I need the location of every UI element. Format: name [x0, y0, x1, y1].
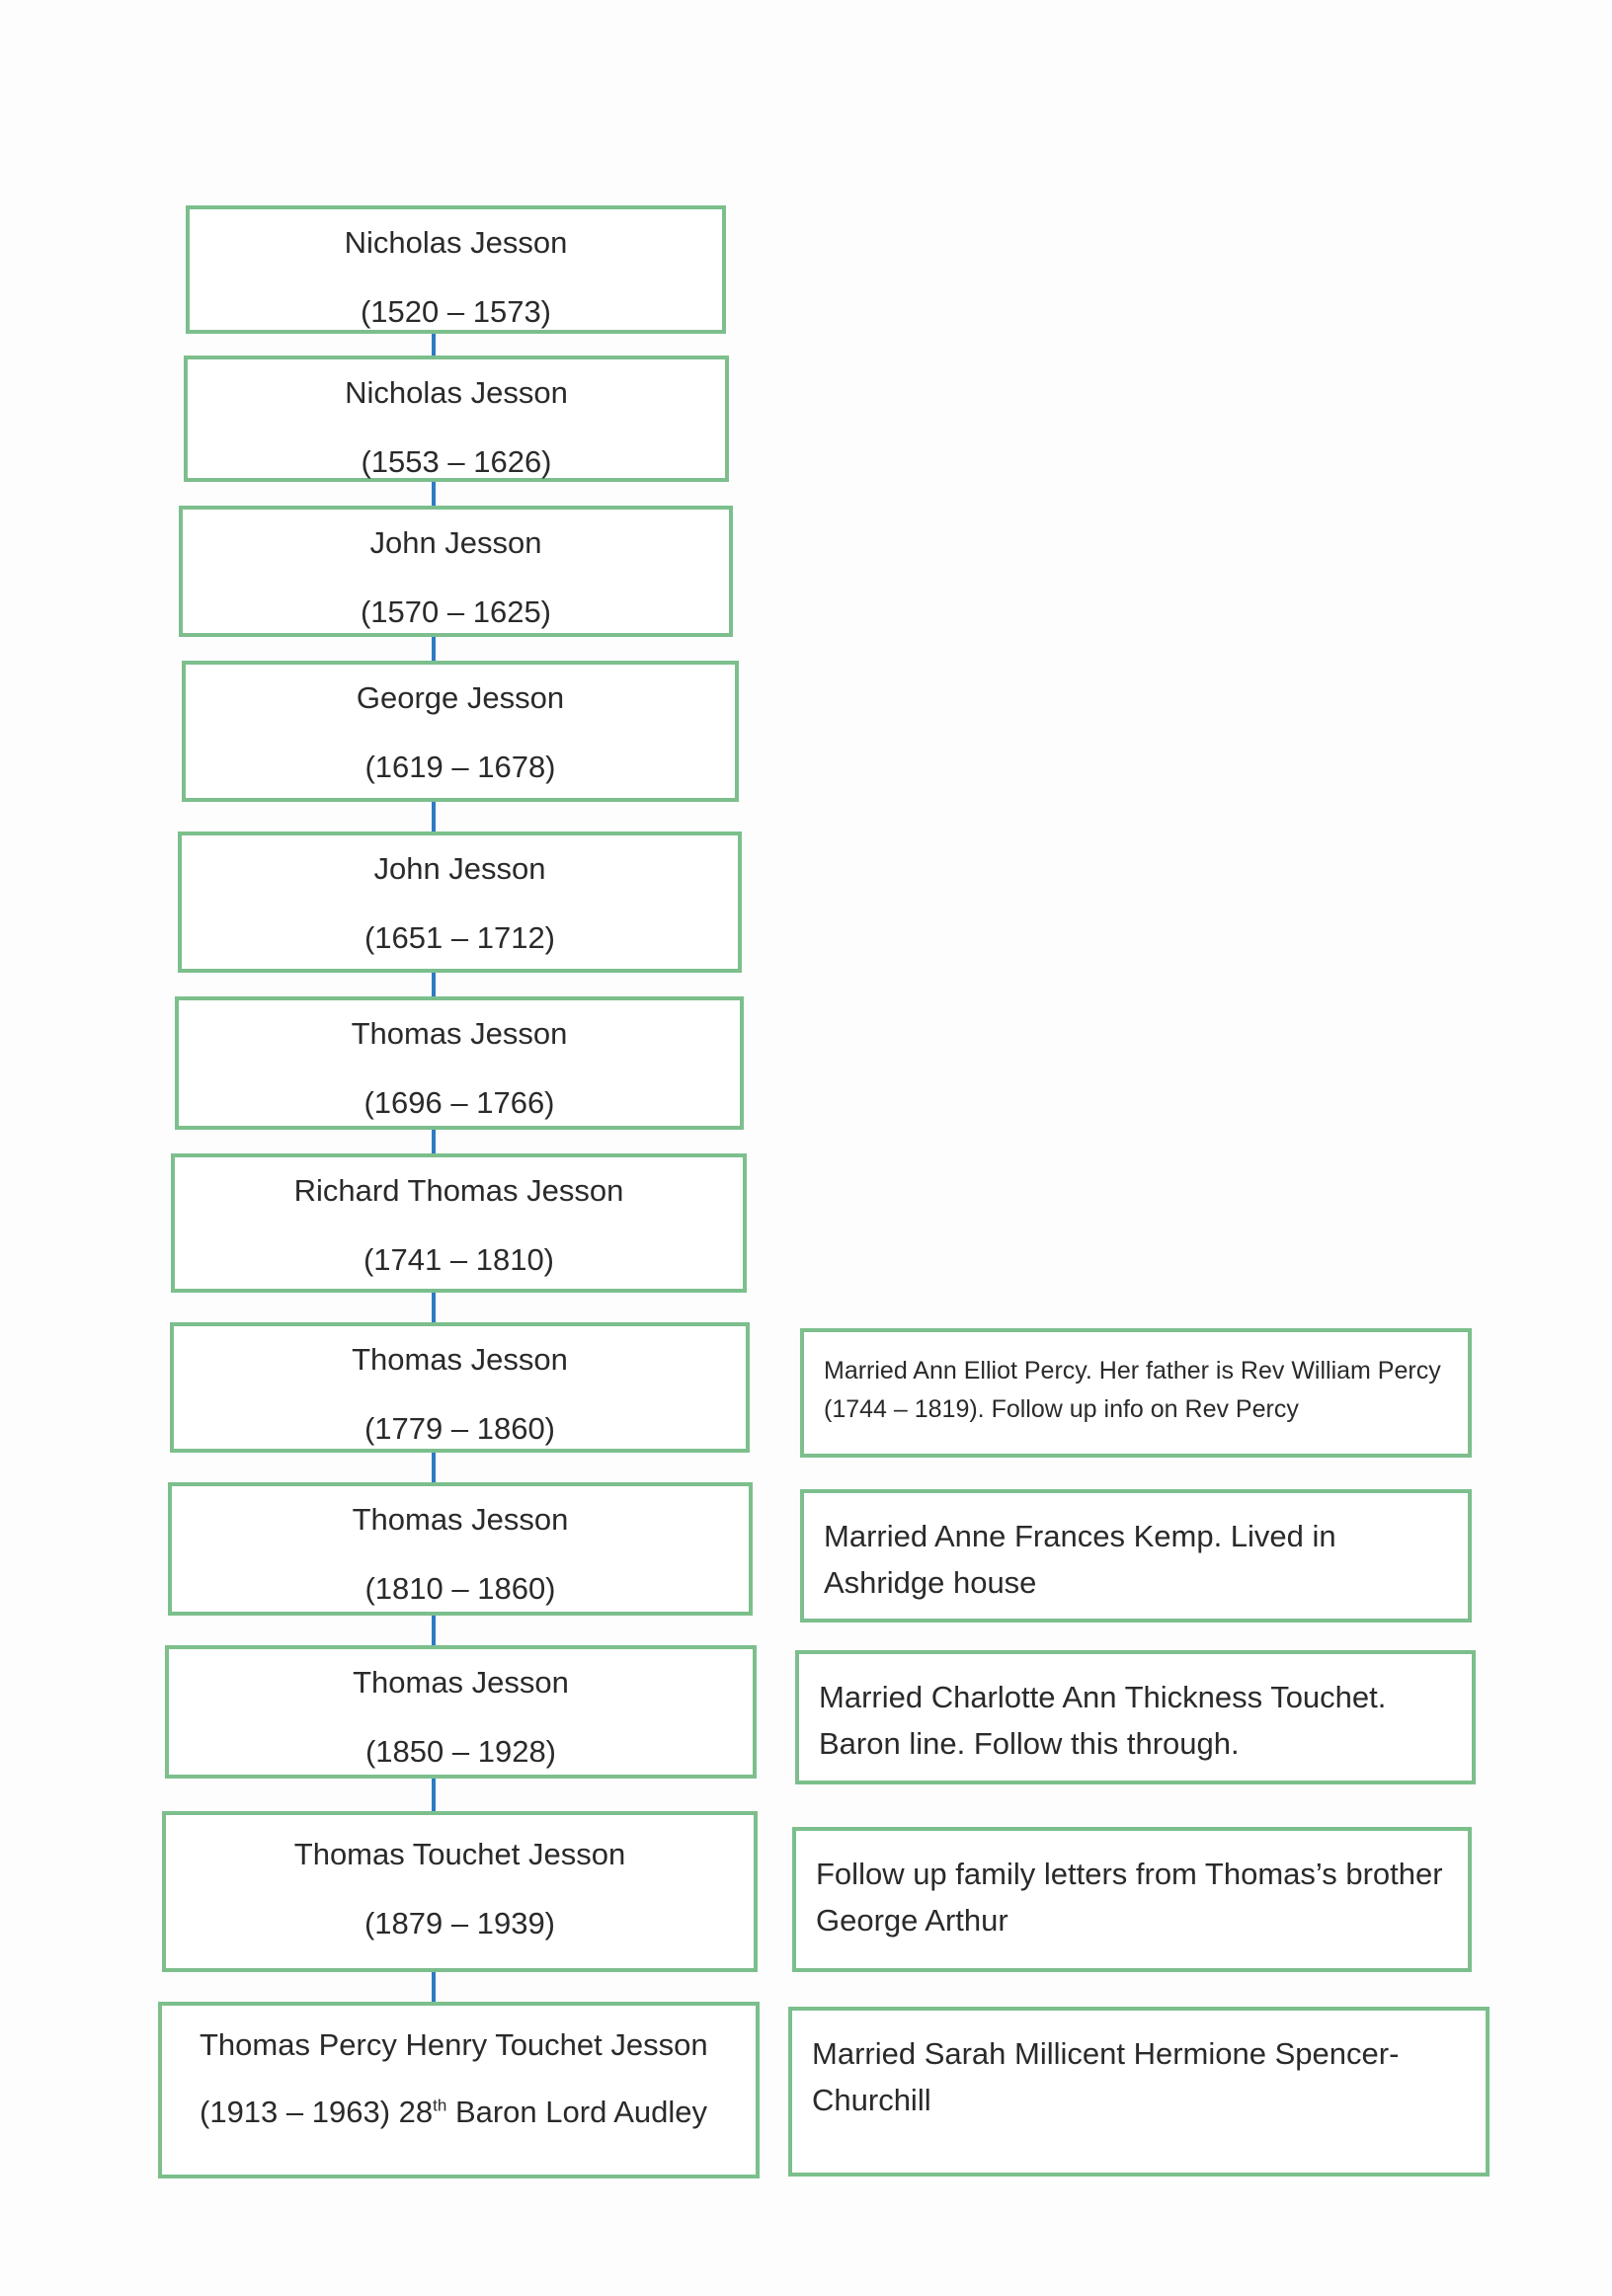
connector-7-8: [432, 1289, 436, 1324]
person-name: Thomas Touchet Jesson: [293, 1837, 626, 1871]
note-box: [792, 1827, 1472, 1972]
person-dates: (1779 – 1860): [363, 1411, 556, 1446]
person-box: [170, 1322, 750, 1453]
person-box: [162, 1811, 758, 1972]
person-dates: (1741 – 1810): [363, 1242, 555, 1277]
person-box: [184, 356, 729, 482]
person-name: Thomas Jesson: [352, 1342, 568, 1377]
person-box: [158, 2002, 760, 2178]
person-dates: [162, 2093, 756, 2132]
note-text: Married Ann Elliot Percy. Her father is Rev William Percy (1744 – 1819). Follow up info on Rev Percy: [824, 1357, 1441, 1423]
person-dates: (1619 – 1678): [364, 750, 556, 784]
note-box: [788, 2007, 1490, 2177]
connector-4-5: [432, 798, 436, 833]
person-box: [165, 1645, 757, 1779]
person-box: [182, 661, 739, 802]
person-name: Thomas Jesson: [353, 1665, 569, 1700]
note-box: [795, 1650, 1476, 1784]
note-box: [800, 1489, 1472, 1623]
connector-6-7: [432, 1126, 436, 1155]
dates-main: (1913 – 1963) 28: [200, 2095, 434, 2129]
person-name: John Jesson: [369, 525, 542, 560]
person-dates: (1696 – 1766): [363, 1085, 555, 1120]
person-dates: (1850 – 1928): [364, 1734, 557, 1769]
person-dates: (1520 – 1573): [360, 294, 552, 329]
person-box: [178, 831, 742, 973]
person-box: [171, 1153, 747, 1293]
person-name: Thomas Percy Henry Touchet Jesson: [200, 2027, 708, 2062]
connector-5-6: [432, 969, 436, 998]
person-dates: (1570 – 1625): [360, 594, 552, 629]
person-dates: (1879 – 1939): [363, 1906, 556, 1940]
title-text: Baron Lord Audley: [446, 2095, 708, 2129]
connector-3-4: [432, 633, 436, 663]
person-name: Thomas Jesson: [352, 1502, 569, 1537]
connector-1-2: [432, 330, 436, 357]
person-name: Nicholas Jesson: [344, 225, 568, 260]
person-dates: (1651 – 1712): [363, 920, 556, 955]
connector-9-10: [432, 1612, 436, 1647]
person-box: [186, 205, 726, 334]
note-text: Married Charlotte Ann Thickness Touchet. Baron line. Follow this through.: [819, 1680, 1387, 1761]
connector-11-12: [432, 1968, 436, 2004]
person-name: Nicholas Jesson: [345, 375, 568, 410]
ordinal-suffix: th: [433, 2096, 447, 2115]
person-dates: (1553 – 1626): [361, 444, 552, 479]
connector-2-3: [432, 478, 436, 508]
connector-8-9: [432, 1449, 436, 1484]
note-text: Follow up family letters from Thomas’s brother George Arthur: [816, 1857, 1443, 1938]
person-name: John Jesson: [373, 851, 546, 886]
person-dates: (1810 – 1860): [364, 1571, 556, 1606]
person-name: Thomas Jesson: [351, 1016, 568, 1051]
person-name: Richard Thomas Jesson: [293, 1173, 624, 1208]
person-box: [168, 1482, 753, 1616]
note-box: [800, 1328, 1472, 1458]
connector-10-11: [432, 1775, 436, 1813]
person-box: [179, 506, 733, 637]
person-name: George Jesson: [356, 680, 565, 715]
person-box: [175, 996, 744, 1130]
note-text: Married Sarah Millicent Hermione Spencer-Churchill: [812, 2036, 1400, 2117]
note-text: Married Anne Frances Kemp. Lived in Ashridge house: [824, 1519, 1336, 1600]
